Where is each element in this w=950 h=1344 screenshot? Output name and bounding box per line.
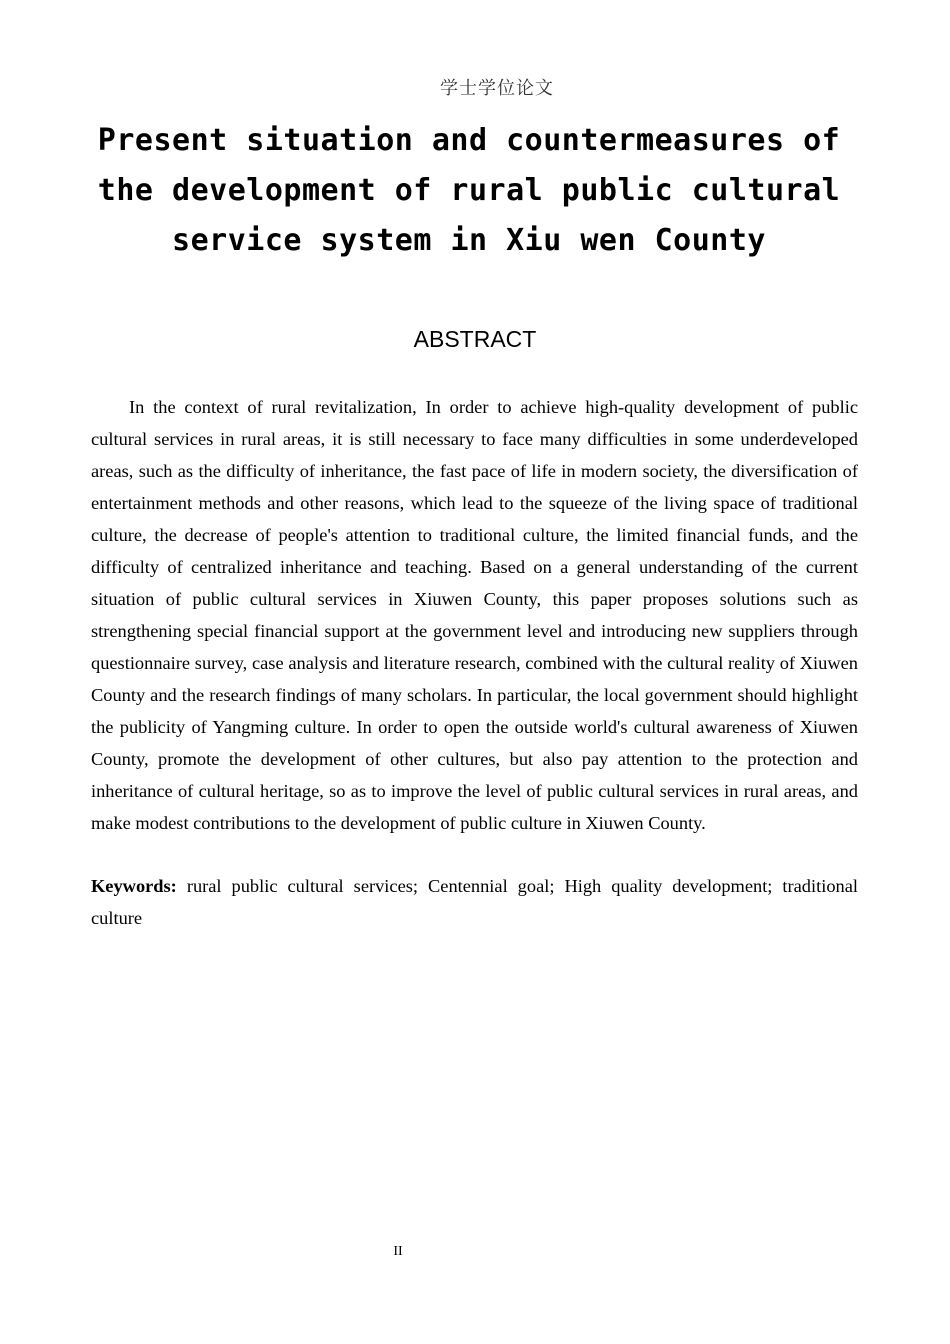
running-header: 学士学位论文 — [440, 78, 554, 99]
keywords-paragraph — [91, 870, 858, 934]
keywords-label: Keywords: — [91, 876, 177, 896]
abstract-heading: ABSTRACT — [413, 326, 537, 352]
keywords-text: rural public cultural services; Centennial goal; High quality development; traditional culture — [91, 876, 858, 928]
page-number: II — [393, 1244, 403, 1259]
abstract-body: In the context of rural revitalization, In order to achieve high-quality development of public cultural services in rural areas, it is still necessary to face many difficulties in some underdeveloped areas, such as the difficulty of inheritance, the fast pace of life in modern society, the diversification of entertainment methods and other reasons, which lead to the squeeze of the living space of traditional culture, the decrease of people's attention to traditional culture, the limited financial funds, and the difficulty of centralized inheritance and teaching. Based on a general understanding of the current situation of public cultural services in Xiuwen County, this paper proposes solutions such as strengthening special financial support at the government level and introducing new suppliers through questionnaire survey, case analysis and literature research, combined with the cultural reality of Xiuwen County and the research findings of many scholars. In particular, the local government should highlight the publicity of Yangming culture. In order to open the outside world's cultural awareness of Xiuwen County, promote the development of other cultures, but also pay attention to the protection and inheritance of cultural heritage, so as to improve the level of public cultural services in rural areas, and make modest contributions to the development of public culture in Xiuwen County. — [91, 397, 858, 833]
thesis-title: Present situation and countermeasures of the development of rural public cultural service system in Xiu wen County — [97, 123, 841, 258]
